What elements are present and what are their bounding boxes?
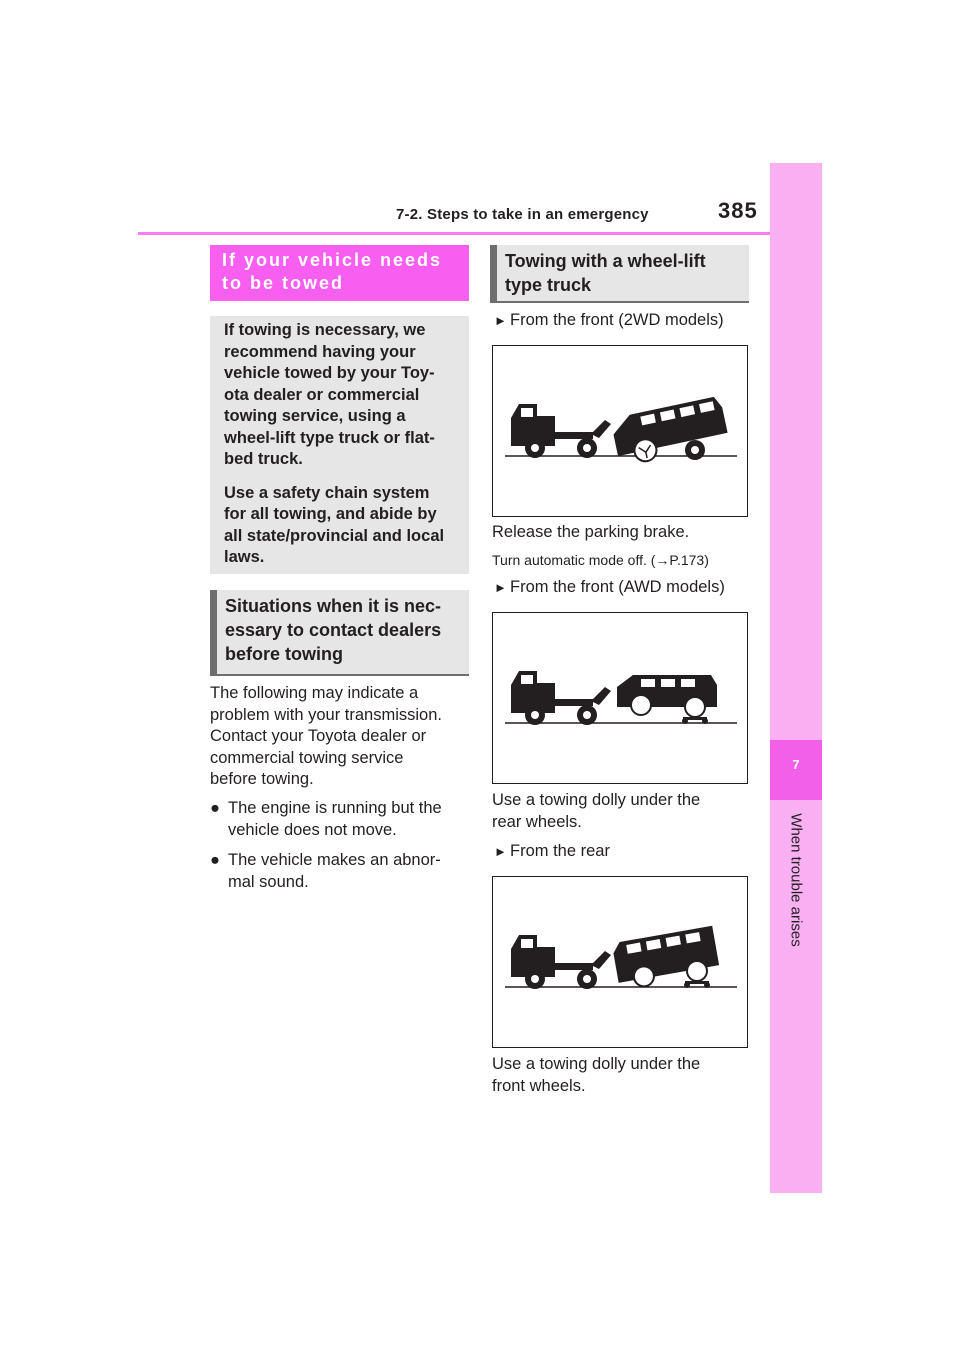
- chapter-side-tab: [770, 163, 822, 1193]
- bullet-icon: ●: [210, 851, 220, 869]
- tow-2wd-illustration: [492, 345, 748, 517]
- box-line: ota dealer or commercial: [224, 385, 420, 404]
- intro-line: commercial towing service: [210, 748, 404, 767]
- heading-line: If your vehicle needs: [222, 250, 443, 270]
- bullet-icon: ●: [210, 799, 220, 817]
- subheading-line: type truck: [505, 275, 592, 295]
- chapter-label: When trouble arises: [787, 813, 805, 947]
- intro-line: problem with your transmission.: [210, 705, 442, 724]
- box-line: laws.: [224, 548, 265, 566]
- section-text-rear: [492, 1054, 700, 1097]
- section-line: Use a towing dolly under the: [492, 1055, 701, 1073]
- section-line: Use a towing dolly under the: [492, 791, 701, 809]
- box-line: for all towing, and abide by: [224, 505, 437, 523]
- box-line: vehicle towed by your Toy-: [224, 364, 435, 382]
- box-line: If towing is necessary, we: [224, 321, 426, 339]
- tow-awd-illustration: [492, 612, 748, 784]
- section-title-2wd: [492, 310, 724, 332]
- section-line: rear wheels.: [492, 812, 582, 831]
- transmission-intro: [210, 683, 442, 791]
- box-line: wheel-lift type truck or flat-: [224, 428, 435, 447]
- section-title-text: From the rear: [510, 842, 610, 860]
- page-reference-link[interactable]: P.173): [669, 552, 709, 568]
- bullet-line: The engine is running but the: [228, 799, 442, 817]
- towing-heading: [210, 245, 469, 301]
- section-title-text: From the front (2WD models): [510, 311, 724, 329]
- bullet-line: The vehicle makes an abnor-: [228, 851, 441, 869]
- heading-line: to be towed: [222, 273, 344, 293]
- wheel-lift-heading: [490, 245, 749, 303]
- box-line: towing service, using a: [224, 407, 406, 425]
- bullet-item: [210, 850, 441, 893]
- subheading-line: essary to contact dealers: [225, 620, 442, 640]
- header-rule: [138, 232, 770, 235]
- section-title-text: From the front (AWD models): [510, 578, 725, 596]
- box-line: all state/provincial and local: [224, 526, 445, 545]
- section-line: Release the parking brake.: [492, 523, 690, 541]
- section-text-awd: [492, 790, 700, 833]
- subheading-line: before towing: [225, 644, 343, 664]
- section-title: 7-2. Steps to take in an emergency: [396, 206, 649, 223]
- note-text: Turn automatic mode off. (: [492, 552, 656, 568]
- box-line: bed truck.: [224, 450, 303, 468]
- section-line: front wheels.: [492, 1076, 586, 1095]
- bullet-line: mal sound.: [228, 872, 309, 891]
- page-number: 385: [718, 198, 758, 223]
- arrow-right-icon: →: [655, 552, 670, 568]
- tow-rear-illustration: [492, 876, 748, 1048]
- box-line: recommend having your: [224, 342, 416, 361]
- intro-line: Contact your Toyota dealer or: [210, 727, 427, 745]
- section-text-2wd: [492, 522, 689, 544]
- triangle-bullet-icon: ►: [494, 313, 507, 328]
- subheading-line: Situations when it is nec-: [225, 596, 442, 616]
- chapter-number: 7: [792, 757, 800, 772]
- section-title-rear: [492, 841, 610, 863]
- triangle-bullet-icon: ►: [494, 844, 507, 859]
- intro-line: The following may indicate a: [210, 684, 419, 702]
- section-title-awd: [492, 577, 725, 599]
- box-line: Use a safety chain system: [224, 483, 430, 502]
- towing-recommendation-box: [210, 316, 469, 574]
- triangle-bullet-icon: ►: [494, 580, 507, 595]
- automatic-mode-note: [492, 552, 709, 568]
- subheading-line: Towing with a wheel-lift: [505, 251, 706, 271]
- bullet-item: [210, 798, 442, 841]
- dealer-contact-heading: [210, 590, 469, 676]
- intro-line: before towing.: [210, 770, 314, 788]
- bullet-line: vehicle does not move.: [228, 820, 397, 839]
